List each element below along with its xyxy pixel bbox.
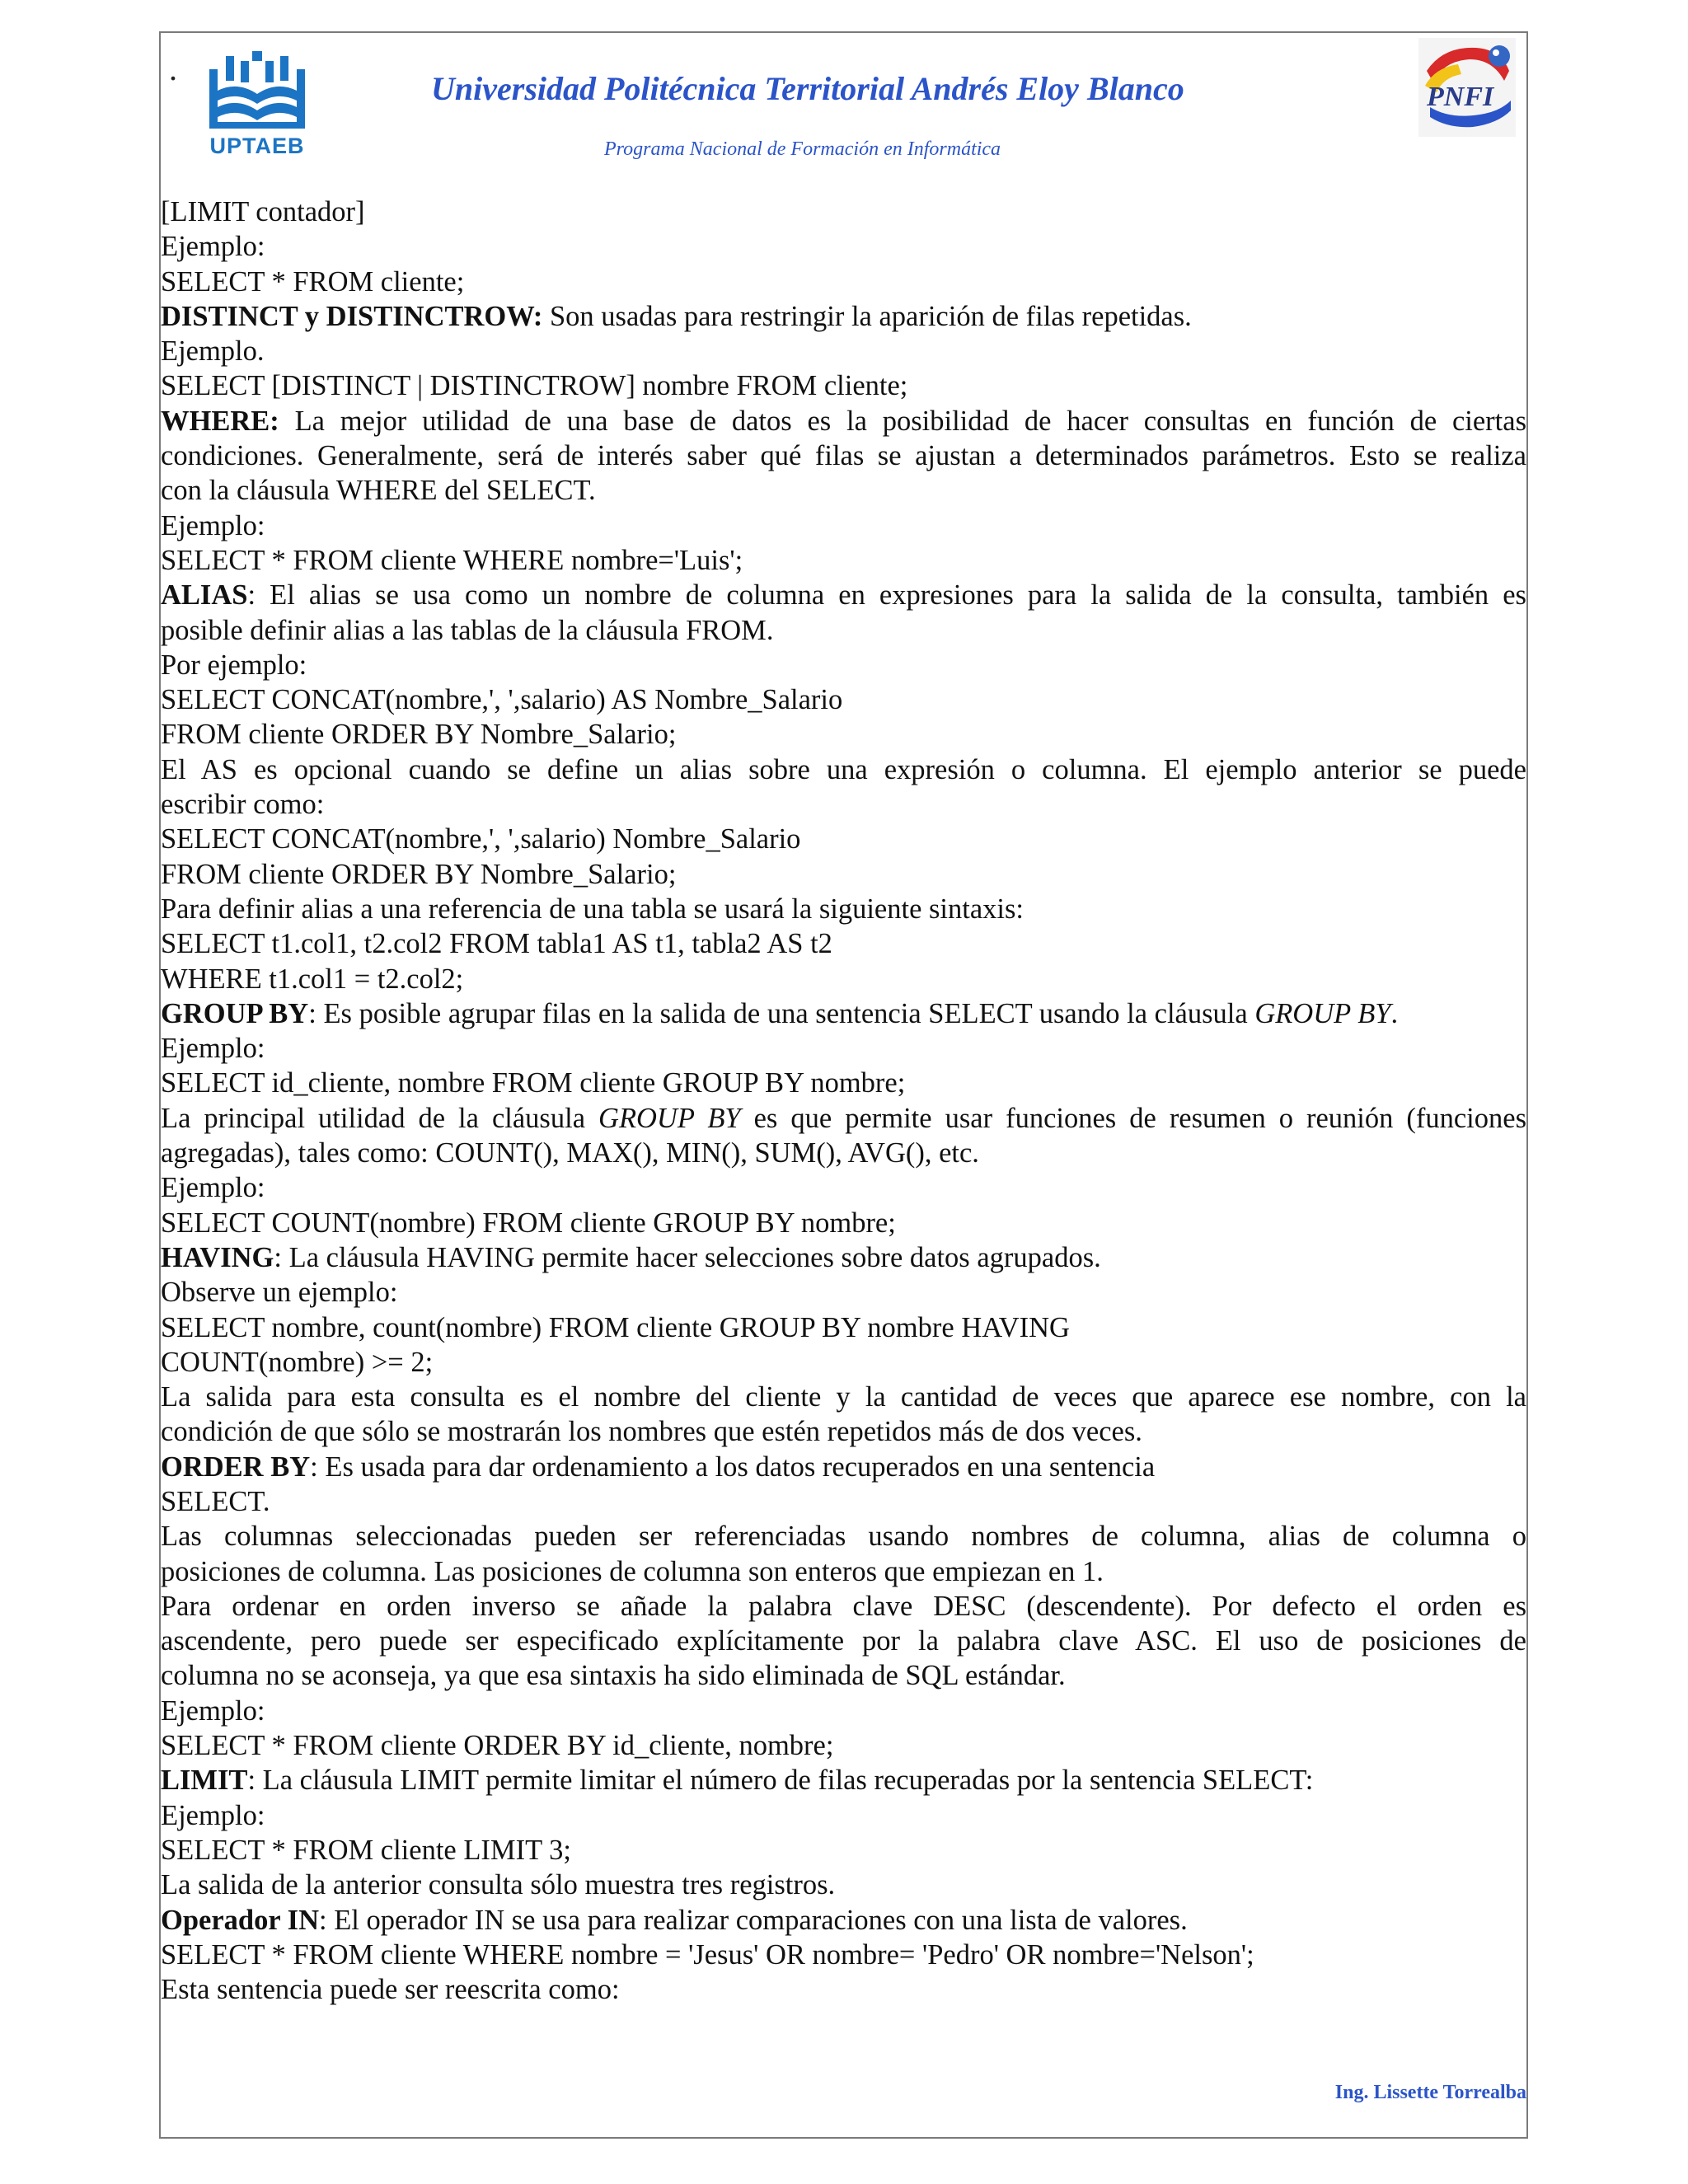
header-dot: . bbox=[169, 50, 177, 87]
term-line-where bbox=[161, 404, 1526, 438]
term-line-operador-in bbox=[161, 1903, 1526, 1938]
code-line: SELECT * FROM cliente ORDER BY id_cliente, nombre; bbox=[161, 1730, 834, 1762]
code-line: SELECT [DISTINCT | DISTINCTROW] nombre FROM cliente; bbox=[161, 370, 908, 402]
term-description: : La cláusula LIMIT permite limitar el número de filas recuperadas por la sentencia SELECT: bbox=[247, 1765, 1314, 1797]
uptaeb-book-castle-icon bbox=[204, 49, 310, 132]
code-line: WHERE t1.col1 = t2.col2; bbox=[161, 963, 464, 995]
text-line: Por ejemplo: bbox=[161, 649, 307, 681]
text-line: La salida de la anterior consulta sólo muestra tres registros. bbox=[161, 1869, 836, 1901]
uptaeb-logo bbox=[204, 49, 310, 165]
text-line: Ejemplo: bbox=[161, 1172, 265, 1204]
author-footer: Ing. Lissette Torrealba bbox=[1334, 2082, 1526, 2103]
text-line: condiciones. Generalmente, será de interés saber qué filas se ajustan a determinados parámetros. Esto se realiza bbox=[161, 440, 1526, 472]
term-description: : La cláusula HAVING permite hacer selecciones sobre datos agrupados. bbox=[274, 1241, 1101, 1273]
text-line-group-by-usage bbox=[161, 1101, 1526, 1136]
text-line: Observe un ejemplo: bbox=[161, 1277, 398, 1309]
term-description: : El alias se usa como un nombre de columna en expresiones para la salida de la consulta, también es bbox=[247, 579, 1526, 612]
text-line: La salida para esta consulta es el nombre del cliente y la cantidad de veces que aparece ese nombre, con la bbox=[161, 1381, 1526, 1413]
university-title: Universidad Politécnica Territorial Andrés Eloy Blanco bbox=[431, 70, 1184, 107]
text-line: Esta sentencia puede ser reescrita como: bbox=[161, 1974, 620, 2006]
code-line: COUNT(nombre) >= 2; bbox=[161, 1346, 434, 1378]
text-line: agregadas), tales como: COUNT(), MAX(), MIN(), SUM(), AVG(), etc. bbox=[161, 1137, 979, 1169]
code-line: SELECT * FROM cliente WHERE nombre = 'Jesus' OR nombre= 'Pedro' OR nombre='Nelson'; bbox=[161, 1938, 1254, 1971]
term-heading: DISTINCT y DISTINCTROW: bbox=[161, 300, 543, 332]
document-body bbox=[161, 194, 1526, 2007]
uptaeb-logo-text: UPTAEB bbox=[209, 134, 305, 158]
code-line: SELECT CONCAT(nombre,', ',salario) Nombre_Salario bbox=[161, 823, 801, 855]
term-description-end: . bbox=[1390, 997, 1399, 1029]
code-line: SELECT * FROM cliente; bbox=[161, 265, 465, 298]
term-heading: LIMIT bbox=[161, 1765, 248, 1797]
text-line: [LIMIT contador] bbox=[161, 196, 365, 227]
italic-term: GROUP BY bbox=[598, 1102, 741, 1134]
term-description: Son usadas para restringir la aparición de filas repetidas. bbox=[542, 300, 1192, 332]
text-line: Para definir alias a una referencia de una tabla se usará la siguiente sintaxis: bbox=[161, 893, 1025, 925]
text-line: SELECT. bbox=[161, 1485, 270, 1517]
text-line: posiciones de columna. Las posiciones de columna son enteros que empiezan en 1. bbox=[161, 1555, 1104, 1587]
term-line-limit bbox=[161, 1763, 1526, 1797]
text-line: columna no se aconseja, ya que esa sintaxis ha sido eliminada de SQL estándar. bbox=[161, 1660, 1066, 1692]
text-line: Ejemplo. bbox=[161, 335, 265, 368]
text-part: La principal utilidad de la cláusula bbox=[161, 1102, 599, 1134]
code-line: SELECT * FROM cliente LIMIT 3; bbox=[161, 1834, 571, 1866]
term-description: La mejor utilidad de una base de datos es la posibilidad de hacer consultas en función de ciertas bbox=[279, 405, 1526, 437]
term-line-group-by bbox=[161, 996, 1526, 1031]
code-line: SELECT CONCAT(nombre,', ',salario) AS Nombre_Salario bbox=[161, 684, 843, 716]
term-heading: GROUP BY bbox=[161, 997, 309, 1029]
code-line: FROM cliente ORDER BY Nombre_Salario; bbox=[161, 858, 677, 890]
code-line: SELECT t1.col1, t2.col2 FROM tabla1 AS t1, tabla2 AS t2 bbox=[161, 928, 832, 960]
text-line: Ejemplo: bbox=[161, 1694, 265, 1727]
text-line: escribir como: bbox=[161, 789, 325, 821]
term-heading: Operador IN bbox=[161, 1904, 319, 1936]
pnfi-logo-icon bbox=[1418, 38, 1516, 137]
text-line: Ejemplo: bbox=[161, 1033, 265, 1065]
text-line: Ejemplo: bbox=[161, 1799, 265, 1831]
text-line: Ejemplo: bbox=[161, 509, 265, 541]
pnfi-logo-letters: PNFI bbox=[1427, 82, 1494, 112]
text-line: condición de que sólo se mostrarán los nombres que estén repetidos más de dos veces. bbox=[161, 1416, 1142, 1448]
term-description: : Es posible agrupar filas en la salida de una sentencia SELECT usando la cláusula bbox=[308, 997, 1255, 1029]
text-line: Ejemplo: bbox=[161, 231, 265, 263]
text-line: Las columnas seleccionadas pueden ser referenciadas usando nombres de columna, alias de columna o bbox=[161, 1521, 1526, 1553]
term-line-having bbox=[161, 1240, 1526, 1275]
term-heading: ORDER BY bbox=[161, 1451, 311, 1483]
text-line: posible definir alias a las tablas de la cláusula FROM. bbox=[161, 614, 774, 646]
term-line-alias bbox=[161, 578, 1526, 612]
text-line: El AS es opcional cuando se define un alias sobre una expresión o columna. El ejemplo anterior se puede bbox=[161, 753, 1526, 785]
code-line: SELECT COUNT(nombre) FROM cliente GROUP BY nombre; bbox=[161, 1207, 896, 1239]
pnfi-logo bbox=[1418, 38, 1516, 137]
term-heading: WHERE: bbox=[161, 405, 279, 437]
code-line: SELECT * FROM cliente WHERE nombre='Luis'; bbox=[161, 544, 743, 576]
italic-term: GROUP BY bbox=[1254, 997, 1391, 1029]
text-line: con la cláusula WHERE del SELECT. bbox=[161, 475, 596, 507]
page-header bbox=[159, 31, 1528, 188]
term-description: : Es usada para dar ordenamiento a los datos recuperados en una sentencia bbox=[310, 1451, 1156, 1483]
code-line: FROM cliente ORDER BY Nombre_Salario; bbox=[161, 719, 677, 751]
text-part: es que permite usar funciones de resumen o reunión (funciones bbox=[740, 1102, 1526, 1134]
text-line: Para ordenar en orden inverso se añade la palabra clave DESC (descendente). Por defecto el orden es bbox=[161, 1590, 1526, 1622]
code-line: SELECT id_cliente, nombre FROM cliente GROUP BY nombre; bbox=[161, 1067, 906, 1099]
term-line-order-by bbox=[161, 1450, 1526, 1484]
program-subtitle: Programa Nacional de Formación en Informática bbox=[604, 138, 1001, 160]
term-heading: ALIAS bbox=[161, 579, 248, 612]
code-line: SELECT nombre, count(nombre) FROM cliente GROUP BY nombre HAVING bbox=[161, 1311, 1070, 1343]
text-line: ascendente, pero puede ser especificado explícitamente por la palabra clave ASC. El uso de posiciones de bbox=[161, 1625, 1526, 1657]
term-line-distinct bbox=[161, 299, 1526, 334]
term-heading: HAVING bbox=[161, 1241, 274, 1273]
term-description: : El operador IN se usa para realizar comparaciones con una lista de valores. bbox=[319, 1904, 1188, 1936]
